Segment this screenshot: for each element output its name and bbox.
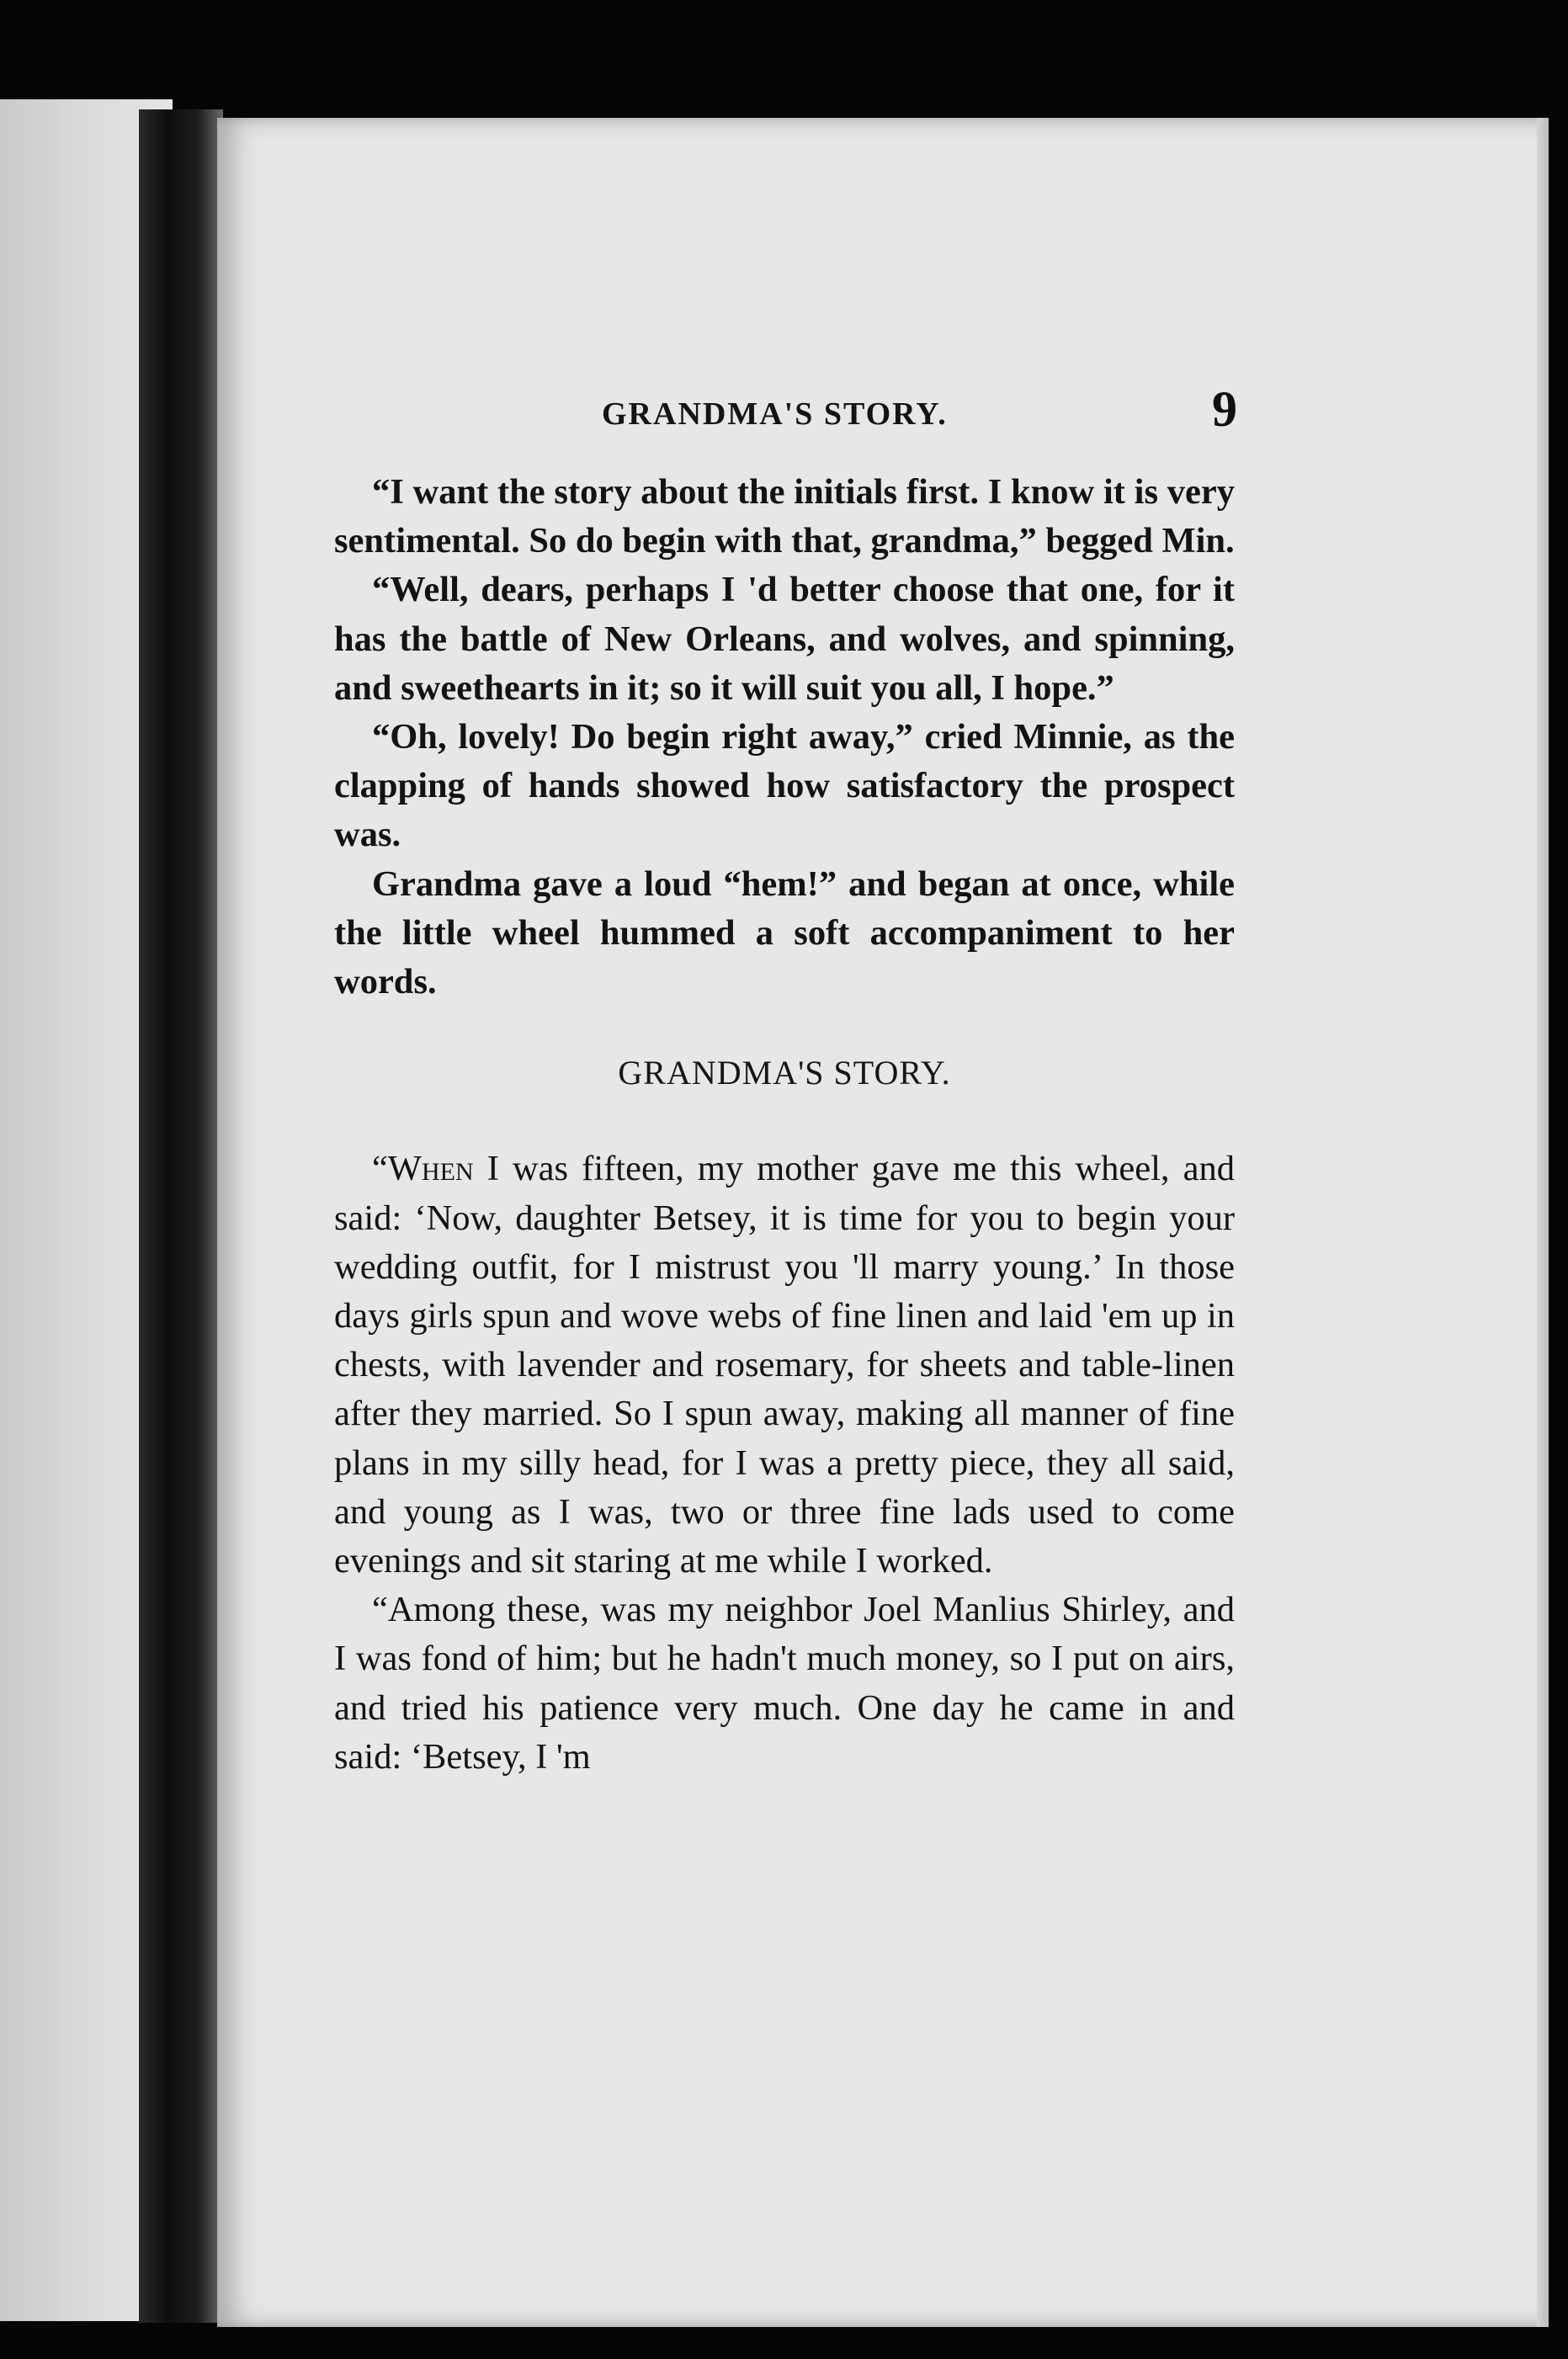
book-gutter xyxy=(139,109,223,2323)
drop-word: When xyxy=(387,1149,474,1189)
opening-quote: “ xyxy=(372,1149,388,1189)
page-number: 9 xyxy=(1212,381,1237,437)
paragraph-1: “I want the story about the initials first. I know it is very sentimental. So do begin with that, grandma,” begged Min. xyxy=(334,472,1235,561)
story-paragraph-1-text: I was fifteen, my mother gave me this wheel, and said: ‘Now, daughter Betsey, it is time for you to begin your wedding outfit, for I mistrust you 'll marry young.’ In those days girls spun and wove webs of fine linen and laid 'em up in chests, with lavender and rosemary, for sheets and table-linen after they married. So I spun away, making all manner of fine plans in my silly head, for I was a pretty piece, they all said, and young as I was, two or three fine lads used to come evenings and sit staring at me while I worked. xyxy=(334,1149,1235,1581)
paragraph-4: Grandma gave a loud “hem!” and began at once, while the little wheel hummed a soft accompaniment to her words. xyxy=(334,863,1235,1002)
body-text xyxy=(334,468,1235,1782)
running-head: GRANDMA'S STORY. xyxy=(602,396,948,432)
paragraph-2: “Well, dears, perhaps I 'd better choose that one, for it has the battle of New Orleans, and wolves, and spinning, and sweethearts in it; so it will suit you all, I hope.” xyxy=(334,570,1235,708)
page-edge xyxy=(1537,118,1549,2327)
story-paragraph-1 xyxy=(334,1145,1235,1586)
section-heading: GRANDMA'S STORY. xyxy=(618,1054,951,1092)
story-paragraph-2: “Among these, was my neighbor Joel Manlius Shirley, and I was fond of him; but he hadn't much money, so I put on airs, and tried his patience very much. One day he came in and said: ‘Betsey, I 'm xyxy=(334,1590,1235,1777)
paragraph-3: “Oh, lovely! Do begin right away,” cried Minnie, as the clapping of hands showed how satisfactory the prospect was. xyxy=(334,717,1235,855)
